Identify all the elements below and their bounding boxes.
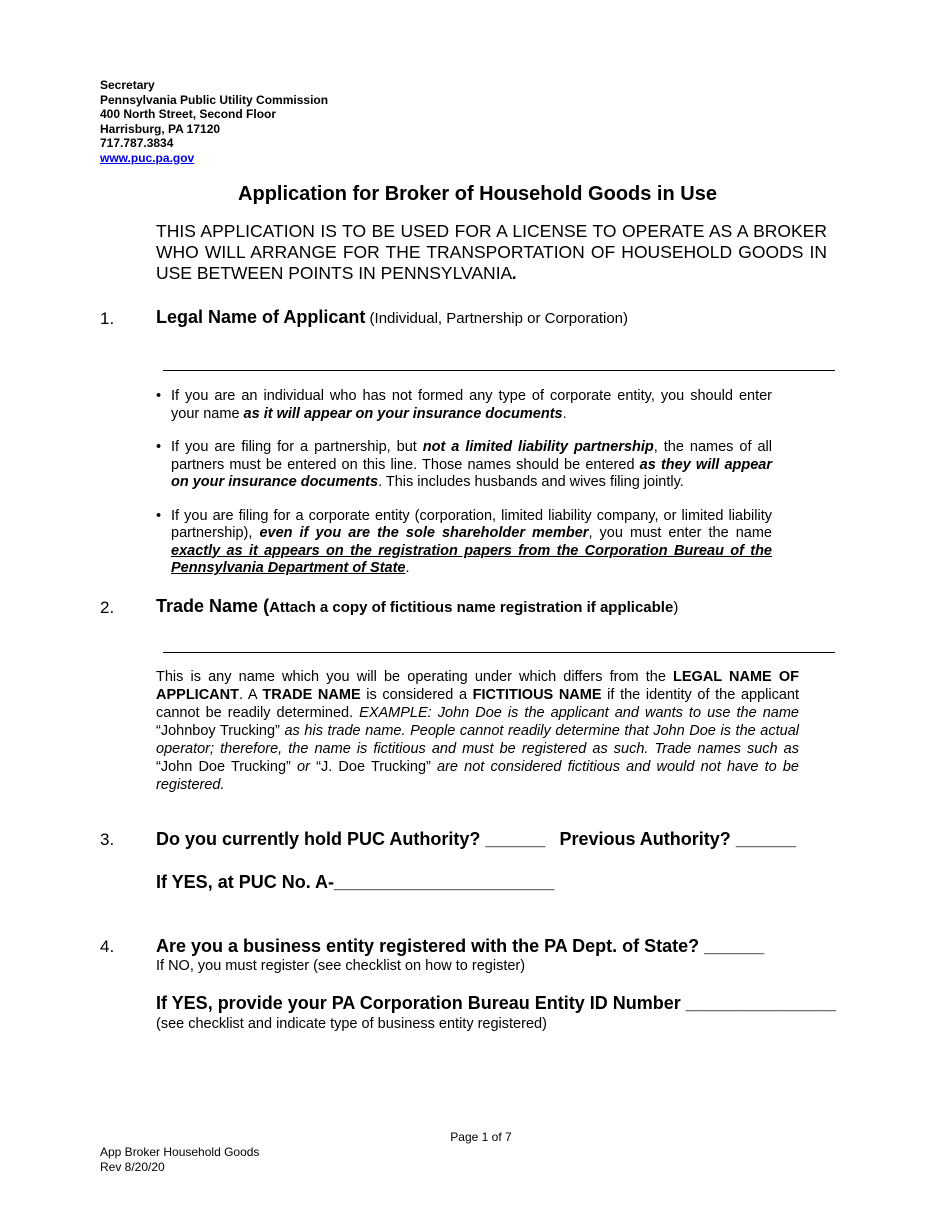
intro-period: . <box>512 263 518 283</box>
puc-number-question <box>156 872 554 893</box>
puc-authority-question <box>156 829 796 850</box>
footer-block <box>100 1145 259 1174</box>
puc-number-label: If YES, at PUC No. A- <box>156 872 335 892</box>
address-line-street: 400 North Street, Second Floor <box>100 107 277 121</box>
address-line-secretary: Secretary <box>100 78 155 92</box>
section-2-number: 2. <box>100 598 115 617</box>
section-2-heading: Trade Name (Attach a copy of fictitious name registration if applicable) <box>156 596 679 616</box>
address-line-phone: 717.787.3834 <box>100 136 174 150</box>
section-1-number: 1. <box>100 309 115 328</box>
legal-name-field[interactable] <box>163 370 835 371</box>
section-1-heading <box>156 307 628 328</box>
entity-id-field[interactable]: _______________ <box>685 993 836 1013</box>
bullet-dot: • <box>156 439 162 455</box>
page-title: Application for Broker of Household Goods in Use <box>238 183 717 205</box>
footer-form-name: App Broker Household Goods <box>100 1145 260 1159</box>
business-entity-question <box>156 936 764 957</box>
trade-name-field[interactable] <box>163 652 835 653</box>
legal-name-instructions <box>156 388 772 594</box>
bullet-corporation: • If you are filing for a corporate entity (corporation, limited liability company, or limited liability partnership), even if you are the sole shareholder member, you must enter the name exactly as it appears on the registration papers from the Corporation Bureau of the Pennsylvania Department of State. <box>156 507 772 576</box>
legal-name-subheading: (Individual, Partnership or Corporation) <box>365 310 628 327</box>
website-link[interactable]: www.puc.pa.gov <box>100 150 195 165</box>
entity-type-note: (see checklist and indicate type of business entity registered) <box>156 1016 547 1032</box>
puc-authority-field[interactable]: ______ <box>485 829 546 849</box>
previous-authority-label: Previous Authority? <box>559 829 731 849</box>
footer-revision: Rev 8/20/20 <box>100 1159 165 1174</box>
bullet-individual: • If you are an individual who has not formed any type of corporate entity, you should enter your name as it will appear on your insurance documents. <box>156 388 772 422</box>
bullet-dot: • <box>156 507 162 524</box>
entity-id-label: If YES, provide your PA Corporation Bureau Entity ID Number <box>156 993 681 1013</box>
previous-authority-field[interactable]: ______ <box>735 829 796 849</box>
business-entity-label: Are you a business entity registered with the PA Dept. of State? <box>156 936 700 956</box>
bullet-dot: • <box>156 388 162 404</box>
intro-text: THIS APPLICATION IS TO BE USED FOR A LICENSE TO OPERATE AS A BROKER WHO WILL ARRANGE FOR THE TRANSPORTATION OF HOUSEHOLD GOODS IN USE BETWEEN POINTS IN PENNSYLVANIA <box>156 221 827 283</box>
intro-statement <box>156 221 827 284</box>
address-line-commission: Pennsylvania Public Utility Commission <box>100 92 329 107</box>
entity-id-question <box>156 993 836 1014</box>
section-3-number: 3. <box>100 830 115 849</box>
puc-authority-label: Do you currently hold PUC Authority? <box>156 829 481 849</box>
puc-number-field[interactable]: ______________________ <box>334 872 555 892</box>
bullet-partnership: • If you are filing for a partnership, but not a limited liability partnership, the names of all partners must be entered on this line. Those names should be entered as they will appear on your insurance documents. This includes husbands and wives filing jointly. <box>156 439 772 490</box>
trade-name-label: Trade Name <box>156 596 259 616</box>
section-4-number: 4. <box>100 937 115 956</box>
legal-name-label: Legal Name of Applicant <box>156 307 366 327</box>
register-note: If NO, you must register (see checklist on how to register) <box>156 958 526 974</box>
page-number: Page 1 of 7 <box>450 1130 512 1144</box>
address-line-city: Harrisburg, PA 17120 <box>100 121 221 136</box>
business-entity-field[interactable]: ______ <box>704 936 765 956</box>
address-block <box>100 78 328 165</box>
trade-name-explanation: This is any name which you will be operating under which differs from the LEGAL NAME OF APPLICANT. A TRADE NAME is considered a FICTITIOUS NAME if the identity of the applicant cannot be readily determined. EXAMPLE: John Doe is the applicant and wants to use the name “Johnboy Trucking” as his trade name. People cannot readily determine that John Doe is the actual operator; therefore, the name is fictitious and must be registered as such. Trade names such as “John Doe Trucking” or “J. Doe Trucking” are not considered fictitious and would not have to be registered. <box>156 669 799 793</box>
trade-name-subheading: Attach a copy of fictitious name registration if applicable <box>269 599 674 616</box>
